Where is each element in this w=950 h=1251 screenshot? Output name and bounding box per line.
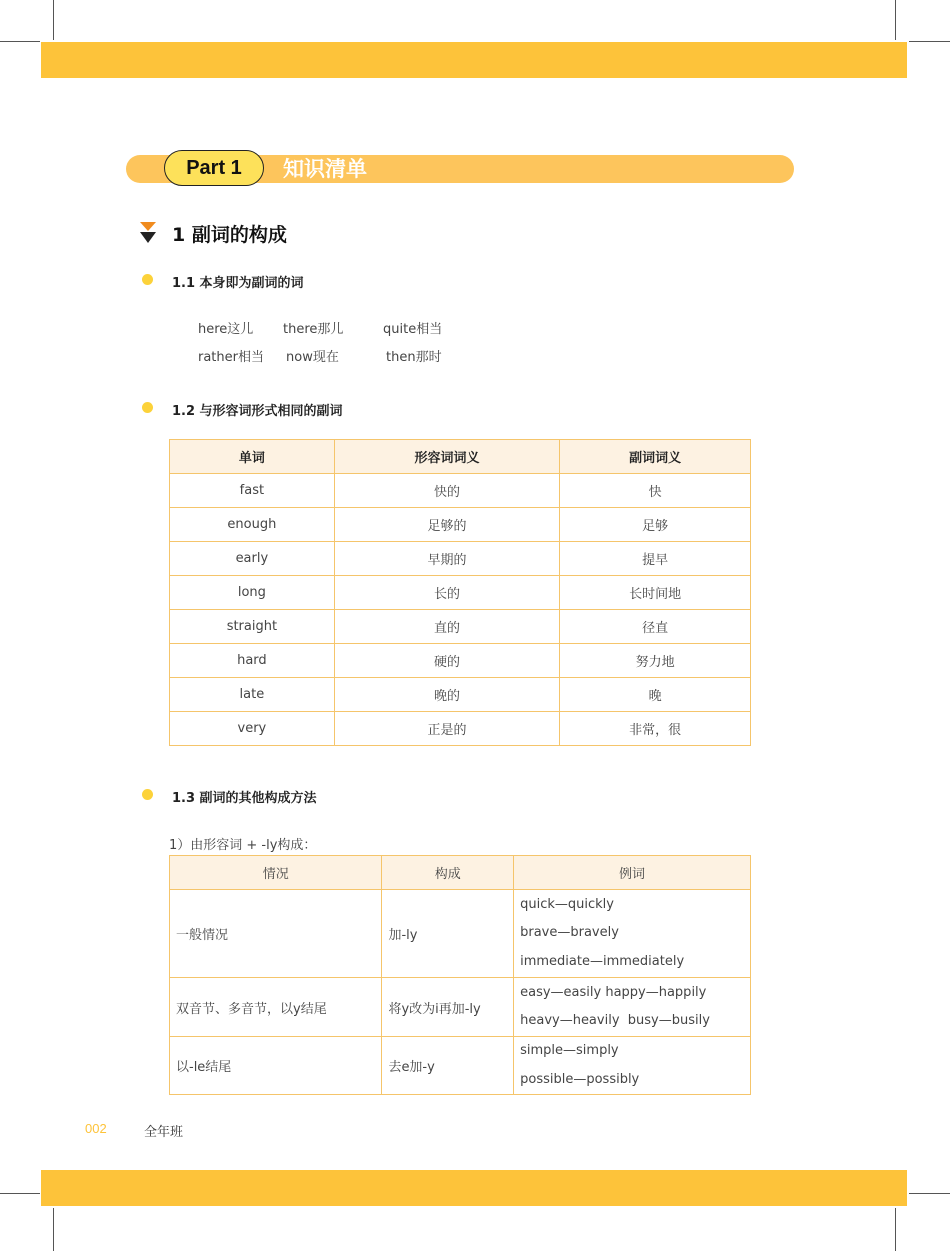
table-cell: early [170,542,335,576]
table-row [170,1037,751,1095]
word-item: there那儿 [283,322,344,337]
table-row [170,508,751,542]
table-cell: long [170,576,335,610]
crop-mark [53,1208,54,1251]
table-cell: 以-le结尾 [170,1037,382,1095]
page-number: 002 [85,1121,107,1136]
example-cell [514,1037,751,1095]
column-header: 构成 [382,856,514,890]
crop-mark [0,41,40,42]
example-word: easy—easily happy—happily [520,984,707,1000]
rule-note: 1）由形容词 + -ly构成： [169,838,317,853]
bullet-dot-icon [142,402,153,413]
word-item: now现在 [286,350,339,365]
footer-title: 全年班 [144,1125,184,1140]
crop-mark [895,0,896,40]
subsection-title: 1.1 本身即为副词的词 [172,276,304,291]
table-cell: 将y改为i再加-ly [382,978,514,1037]
table-cell: 双音节、多音节，以y结尾 [170,978,382,1037]
table-cell: 非常，很 [560,712,751,746]
table-cell: 一般情况 [170,890,382,978]
table-cell: 提早 [560,542,751,576]
table-cell: enough [170,508,335,542]
table-cell: 努力地 [560,644,751,678]
table-cell: late [170,678,335,712]
part-label: Part 1 [164,150,264,186]
table-row [170,576,751,610]
table-row [170,610,751,644]
example-word: brave—bravely [520,925,619,941]
table-cell: 足够的 [334,508,560,542]
table-cell: 长的 [334,576,560,610]
table-row [170,978,751,1037]
table-cell: hard [170,644,335,678]
table-cell: 足够 [560,508,751,542]
example-word: immediate—immediately [520,953,685,969]
table-cell: fast [170,474,335,508]
example-word: simple—simply [520,1043,619,1058]
table-row [170,474,751,508]
example-word: quick—quickly [520,896,614,912]
column-header: 情况 [170,856,382,890]
table-cell: 快 [560,474,751,508]
section-title: 1 副词的构成 [172,224,287,246]
example-word: possible—possibly [520,1071,640,1087]
table-cell: straight [170,610,335,644]
table-row [170,678,751,712]
table-cell: 去e加-y [382,1037,514,1095]
subsection-title: 1.2 与形容词形式相同的副词 [172,404,343,419]
triangle-icon [140,222,156,244]
table-cell: 径直 [560,610,751,644]
table-row [170,542,751,576]
word-item: quite相当 [383,322,443,337]
example-word: heavy—heavily busy—busily [520,1013,710,1028]
subsection-title: 1.3 副词的其他构成方法 [172,791,317,806]
bullet-dot-icon [142,789,153,800]
table-cell: 晚的 [334,678,560,712]
table-cell: 长时间地 [560,576,751,610]
crop-mark [53,0,54,40]
example-cell [514,890,751,978]
table-cell: 晚 [560,678,751,712]
table-cell: 加-ly [382,890,514,978]
word-item: then那时 [386,350,442,365]
example-cell [514,978,751,1037]
crop-mark [895,1208,896,1251]
table-cell: 正是的 [334,712,560,746]
crop-mark [0,1193,40,1194]
column-header: 例词 [514,856,751,890]
table-cell: 直的 [334,610,560,644]
header-band [41,42,907,78]
table-row [170,712,751,746]
bullet-dot-icon [142,274,153,285]
table-row [170,890,751,978]
table-cell: 快的 [334,474,560,508]
adverb-adjective-table [169,439,751,746]
word-item: here这儿 [198,322,254,337]
ly-formation-table [169,855,751,1095]
column-header: 单词 [170,440,335,474]
part-title: 知识清单 [283,157,367,181]
table-cell: 早期的 [334,542,560,576]
crop-mark [909,1193,950,1194]
table-header-row [170,440,751,474]
table-cell: 硬的 [334,644,560,678]
table-header-row [170,856,751,890]
table-cell: very [170,712,335,746]
table-row [170,644,751,678]
word-item: rather相当 [198,350,264,365]
crop-mark [909,41,950,42]
footer-band [41,1170,907,1206]
column-header: 形容词词义 [334,440,560,474]
column-header: 副词词义 [560,440,751,474]
